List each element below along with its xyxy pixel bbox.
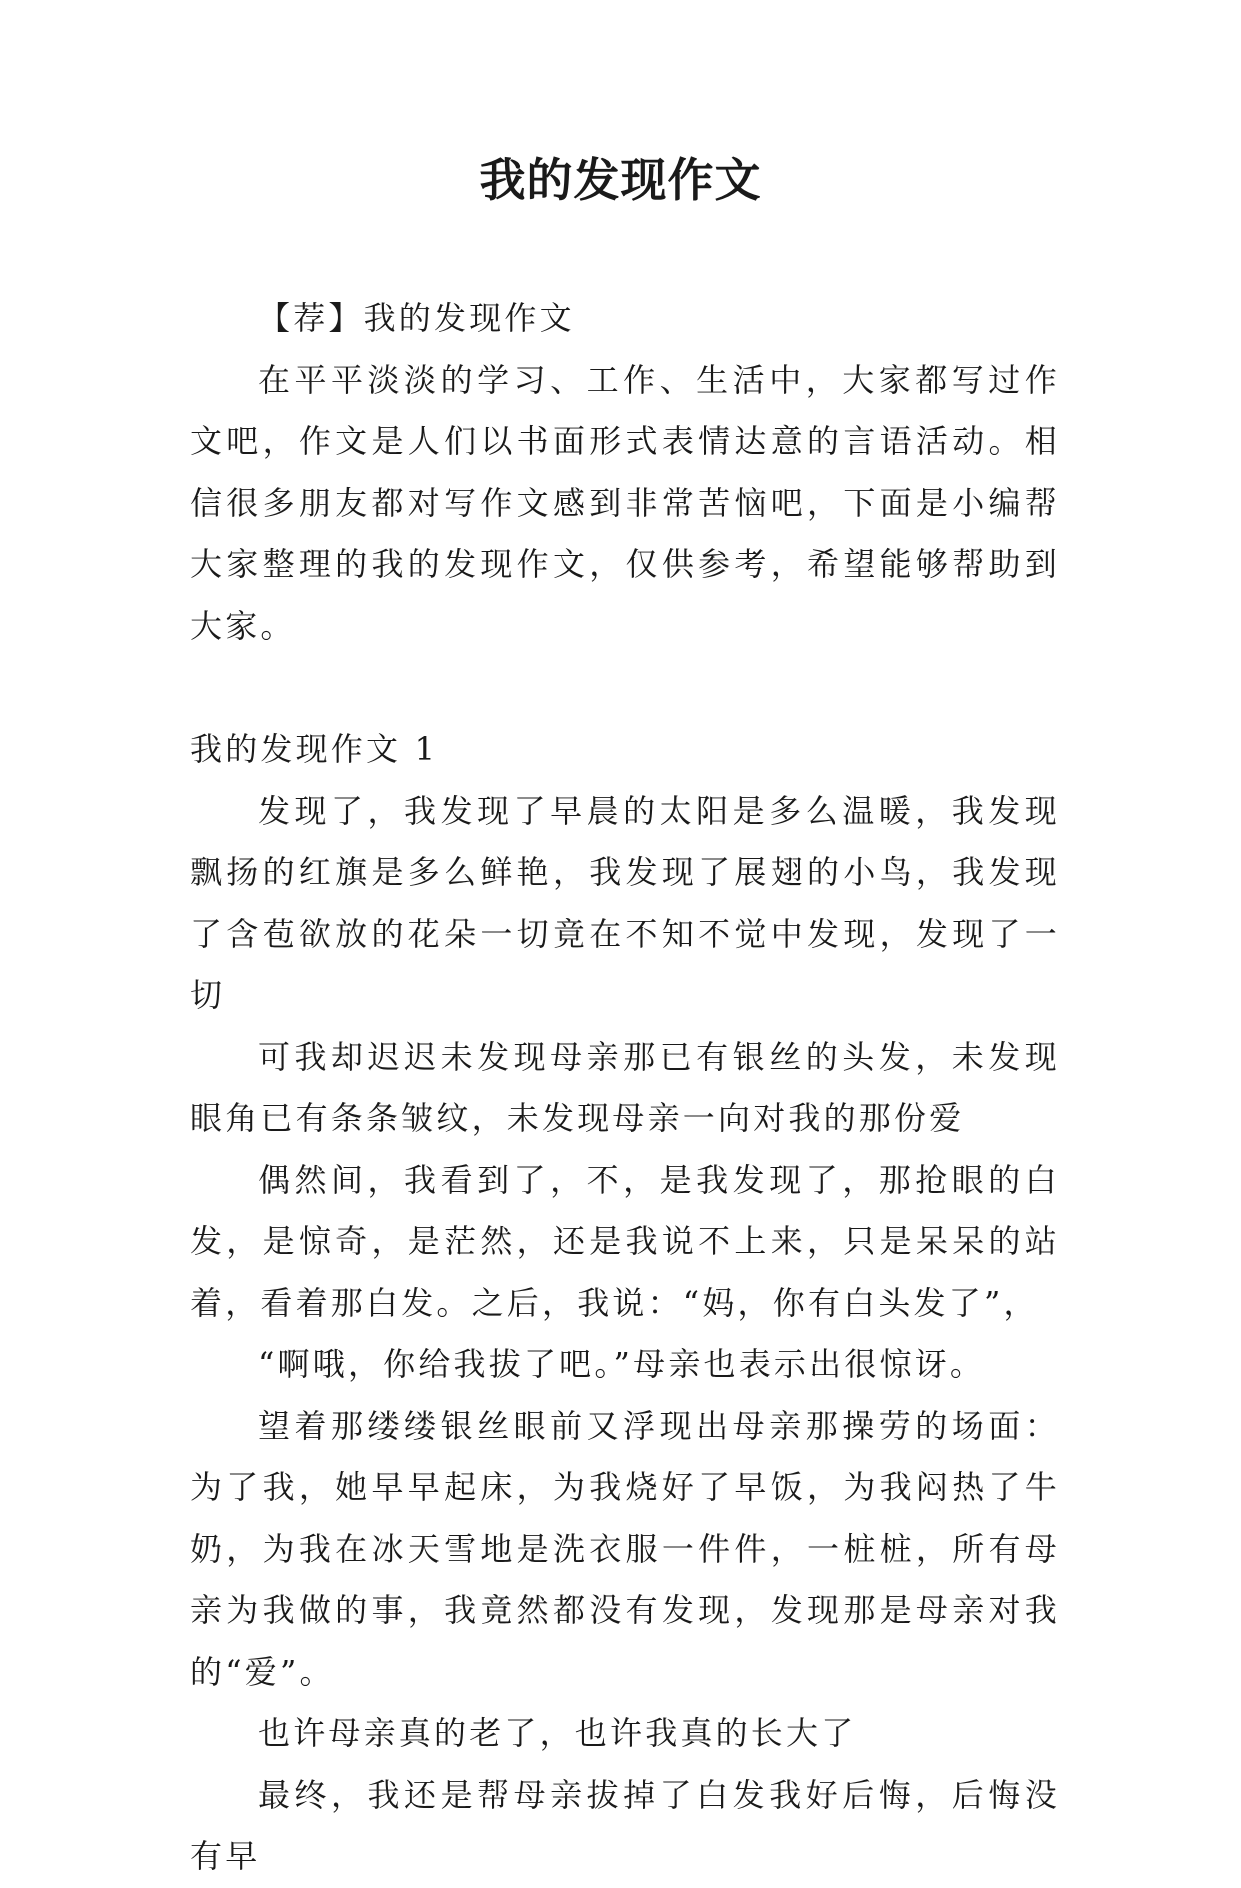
paragraph: 也许母亲真的老了，也许我真的长大了	[258, 1714, 857, 1752]
document-title: 我的发现作文	[479, 153, 762, 207]
paragraph: 偶然间，我看到了，不，是我发现了，那抢眼的白发，是惊奇，是茫然，还是我说不上来，只是呆呆的站着，看着那白发。之后，我说：“妈，你有白头发了”，	[190, 1160, 1060, 1322]
paragraph-gap	[190, 657, 1060, 719]
section-heading: 我的发现作文 1	[190, 730, 439, 768]
paragraph: 可我却迟迟未发现母亲那已有银丝的头发，未发现眼角已有条条皱纹，未发现母亲一向对我的那份爱	[190, 1037, 1060, 1137]
paragraph-intro-heading: 【荐】我的发现作文	[258, 299, 575, 337]
paragraph: “啊哦，你给我拔了吧。”母亲也表示出很惊讶。	[258, 1345, 986, 1383]
paragraph: 最终，我还是帮母亲拔掉了白发我好后悔，后悔没有早	[190, 1775, 1060, 1875]
paragraph: 望着那缕缕银丝眼前又浮现出母亲那操劳的场面：为了我，她早早起床，为我烧好了早饭，为我闷热了牛奶，为我在冰天雪地是洗衣服一件件，一桩桩，所有母亲为我做的事，我竟然都没有发现，发现那是母亲对我的“爱”。	[190, 1406, 1060, 1691]
paragraph-intro: 在平平淡淡的学习、工作、生活中，大家都写过作文吧，作文是人们以书面形式表情达意的言语活动。相信很多朋友都对写作文感到非常苦恼吧，下面是小编帮大家整理的我的发现作文，仅供参考，希望能够帮助到大家。	[190, 360, 1060, 645]
document-body	[190, 288, 1060, 1888]
paragraph: 发现了，我发现了早晨的太阳是多么温暖，我发现飘扬的红旗是多么鲜艳，我发现了展翅的小鸟，我发现了含苞欲放的花朵一切竟在不知不觉中发现，发现了一切	[190, 791, 1060, 1014]
